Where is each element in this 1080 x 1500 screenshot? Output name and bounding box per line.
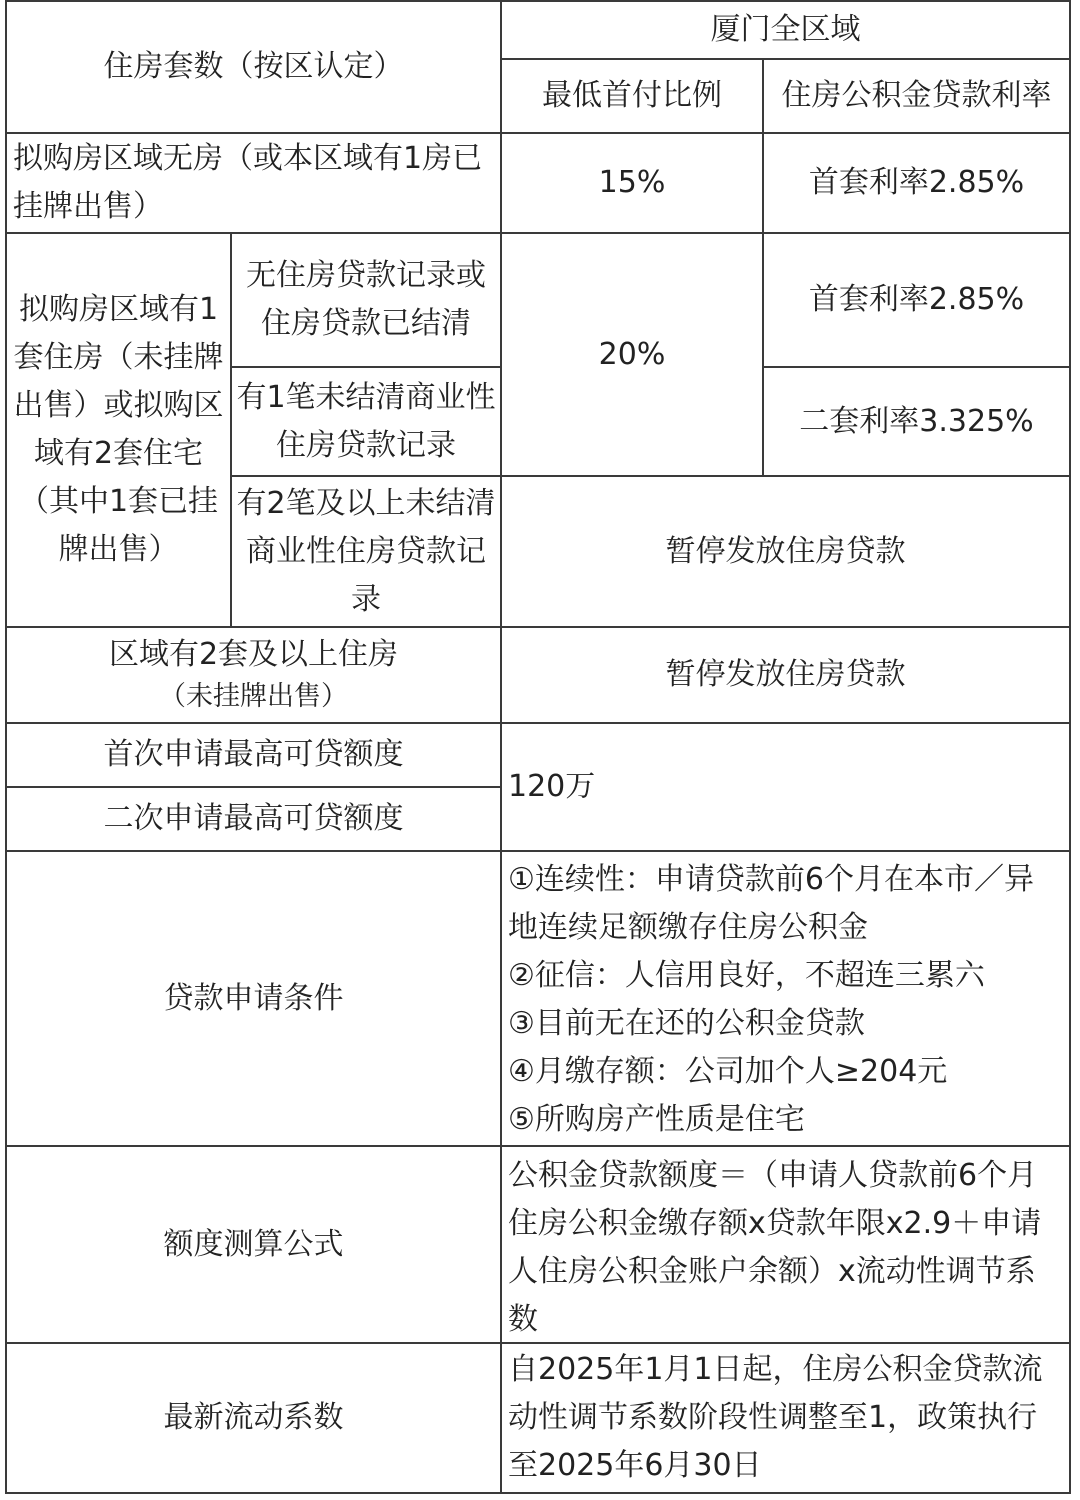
row-one-house-two-loans-text: 有2笔及以上未结清商业性住房贷款记录 [236, 485, 496, 617]
row-no-house-label-text: 拟购房区域无房（或本区域有1房已挂牌出售） [13, 141, 483, 224]
first-limit-label [7, 724, 500, 786]
row-one-house-rate-second [764, 368, 1069, 475]
conditions-label-text: 贷款申请条件 [163, 980, 344, 1016]
row-no-house-down-payment [502, 134, 762, 232]
second-limit-label [7, 788, 500, 850]
row-one-house-suspended [502, 477, 1069, 626]
row-one-house-one-loan [232, 368, 500, 475]
condition-item: ④月缴存额：公司加个人≥204元 [508, 1054, 948, 1089]
conditions-label [7, 852, 500, 1145]
header-rate-text: 住房公积金贷款利率 [781, 78, 1052, 113]
row-one-house-no-loan-text: 无住房贷款记录或住房贷款已结清 [246, 258, 486, 341]
condition-item: ⑤所购房产性质是住宅 [508, 1102, 805, 1137]
divider [5, 1492, 1071, 1494]
header-housing-count-text: 住房套数（按区认定） [103, 49, 404, 84]
formula-text [502, 1152, 1069, 1342]
row-two-houses-suspended-text: 暂停发放住房贷款 [665, 657, 906, 692]
condition-item: ①连续性：申请贷款前6个月在本市／异地连续足额缴存住房公积金 [508, 862, 1034, 945]
header-housing-count [7, 2, 500, 132]
row-one-house-rate-first-text: 首套利率2.85% [808, 282, 1025, 317]
row-two-houses-suspended [502, 628, 1069, 722]
condition-item: ②征信：人信用良好，不超连三累六 [508, 958, 985, 993]
row-one-house-rate-second-text: 二套利率3.325% [799, 403, 1034, 439]
row-one-house-down-payment [502, 234, 762, 475]
header-rate [764, 60, 1069, 132]
limit-value [502, 724, 1069, 850]
second-limit-label-text: 二次申请最高可贷额度 [103, 801, 404, 836]
header-region-text: 厦门全区域 [710, 12, 861, 47]
conditions-list [502, 856, 1069, 1145]
coefficient-text-content: 自2025年1月1日起，住房公积金贷款流动性调节系数阶段性调整至1，政策执行至2025年6月30日 [508, 1352, 1043, 1483]
divider [1069, 0, 1071, 1494]
coefficient-label [7, 1344, 500, 1492]
row-no-house-rate-text: 首套利率2.85% [808, 165, 1025, 200]
row-one-house-down-payment-text: 20% [598, 336, 666, 372]
row-one-house-one-loan-text: 有1笔未结清商业性住房贷款记录 [236, 379, 496, 463]
row-one-house-no-loan [232, 234, 500, 366]
formula-text-content: 公积金贷款额度＝（申请人贷款前6个月住房公积金缴存额x贷款年限x2.9＋申请人住房公积金账户余额）x流动性调节系数 [508, 1158, 1042, 1337]
row-two-houses-label [7, 628, 500, 722]
row-two-houses-label-line2: （未挂牌出售） [159, 681, 348, 712]
first-limit-label-text: 首次申请最高可贷额度 [103, 737, 404, 772]
header-down-payment [502, 60, 762, 132]
row-two-houses-label-line1: 区域有2套及以上住房 [108, 637, 399, 672]
row-no-house-rate [764, 134, 1069, 232]
limit-value-text: 120万 [508, 769, 596, 804]
row-no-house-down-payment-text: 15% [598, 165, 666, 200]
header-region [502, 2, 1069, 58]
row-one-house-label [7, 234, 230, 626]
coefficient-text [502, 1346, 1069, 1492]
header-down-payment-text: 最低首付比例 [542, 78, 722, 113]
row-one-house-rate-first [764, 234, 1069, 366]
row-one-house-suspended-text: 暂停发放住房贷款 [665, 533, 906, 569]
formula-label [7, 1147, 500, 1342]
condition-item: ③目前无在还的公积金贷款 [508, 1006, 865, 1041]
conditions-items [508, 856, 1055, 1144]
row-no-house-label [7, 134, 500, 232]
coefficient-label-text: 最新流动系数 [163, 1400, 344, 1435]
row-one-house-label-text: 拟购房区域有1套住房（未挂牌出售）或拟购区域有2套住宅（其中1套已挂牌出售） [13, 292, 224, 567]
row-one-house-two-loans [232, 477, 500, 626]
formula-label-text: 额度测算公式 [163, 1226, 344, 1262]
